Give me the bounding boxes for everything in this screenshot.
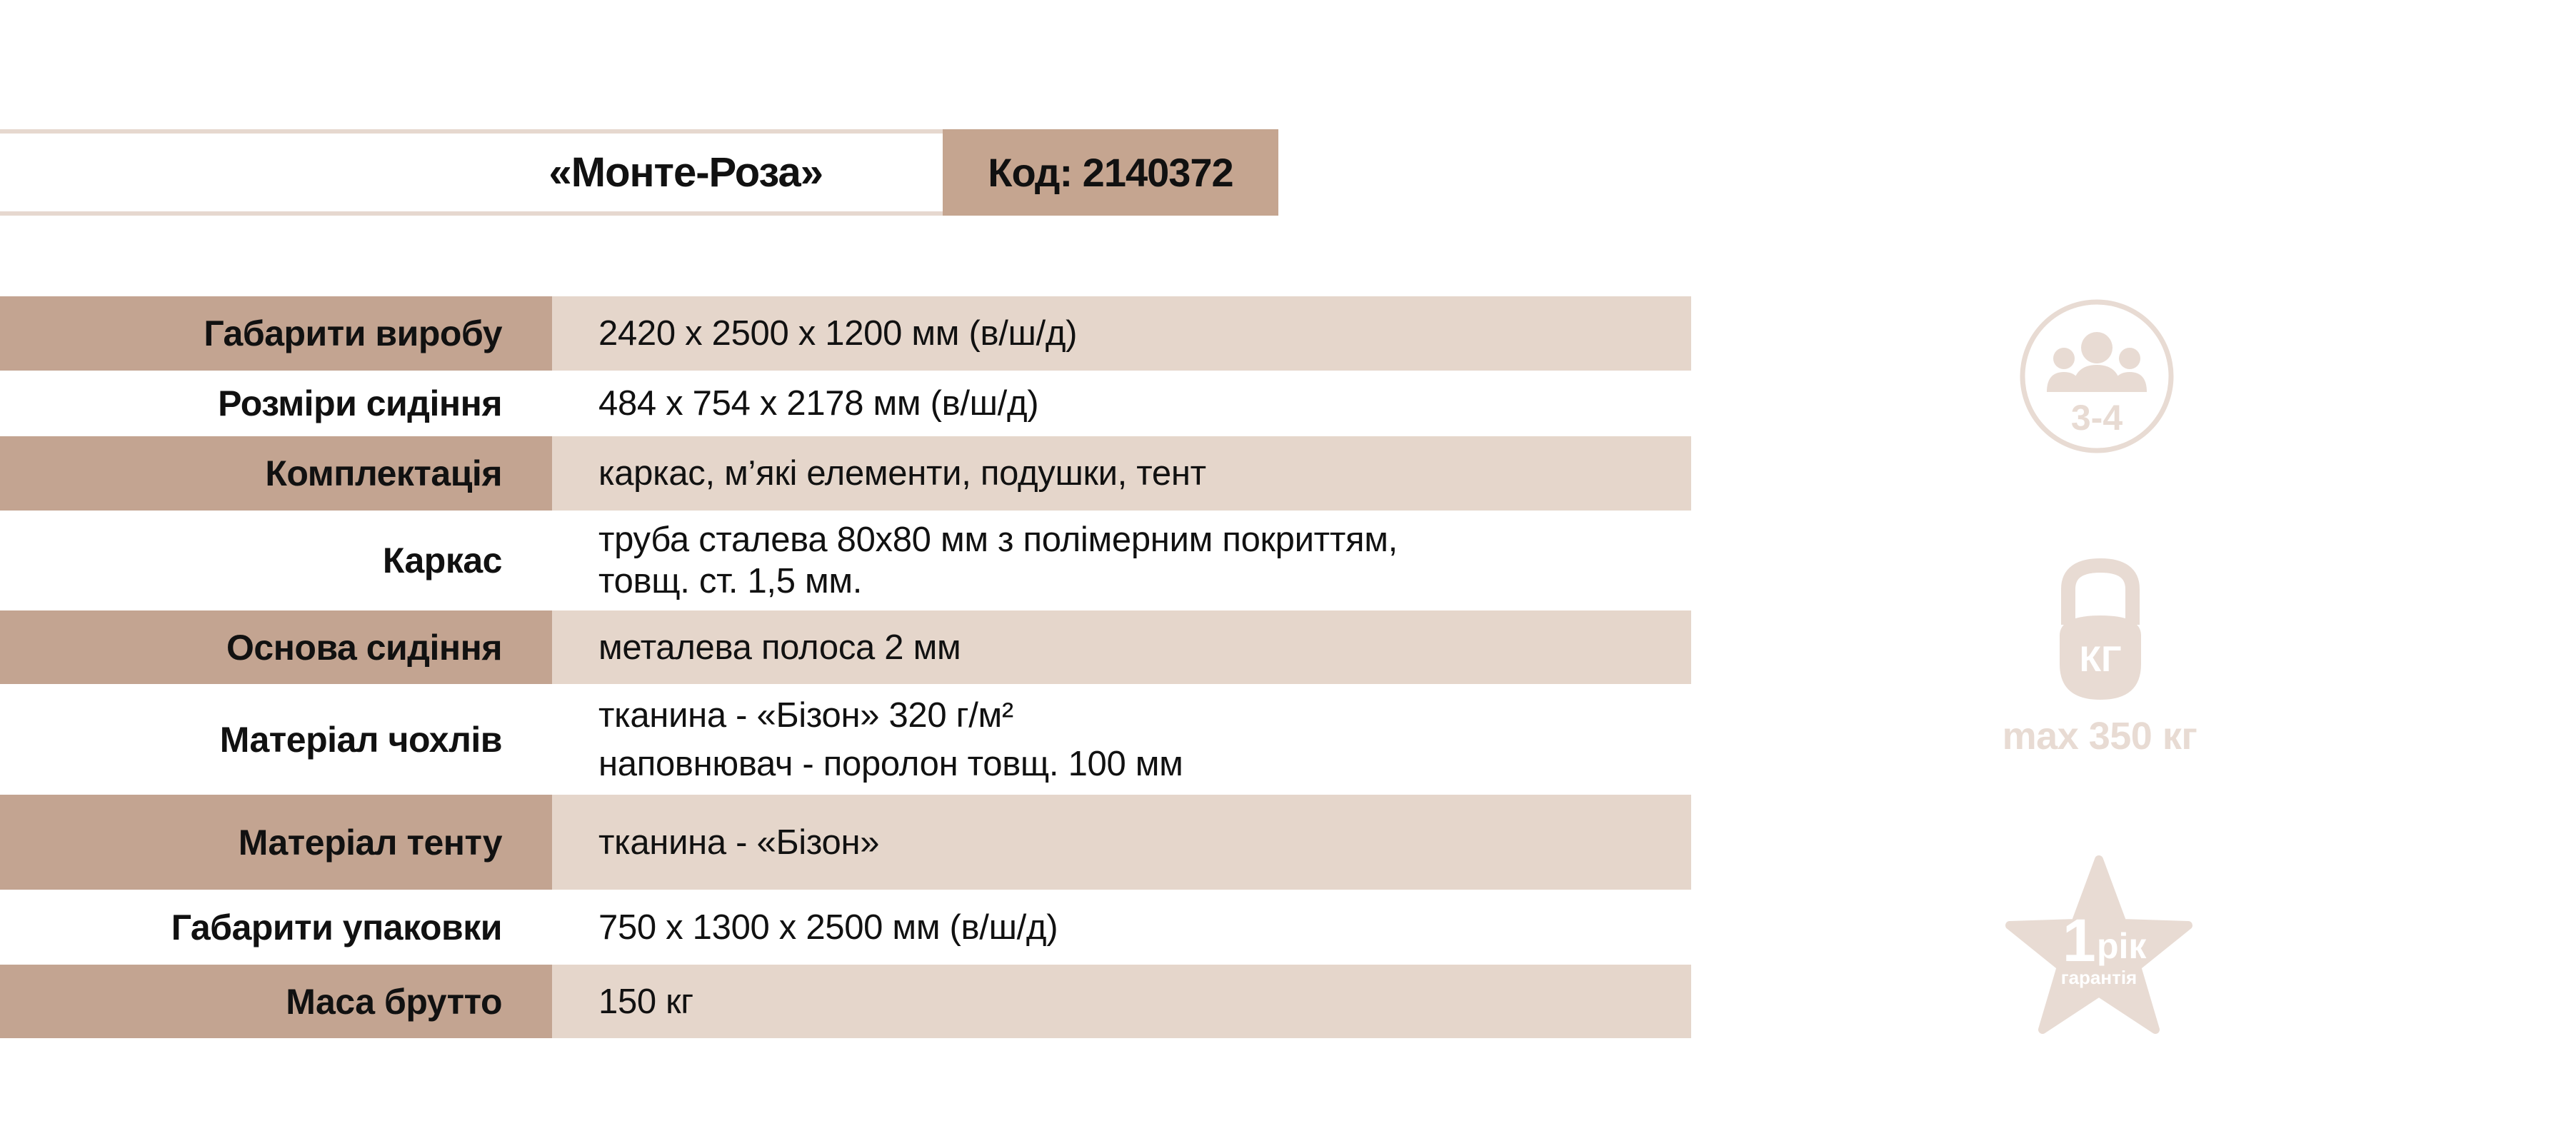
kettlebell-icon xyxy=(2040,557,2161,707)
spec-label: Габарити виробу xyxy=(0,296,552,371)
spec-table xyxy=(0,296,1691,1038)
spec-value-line: товщ. ст. 1,5 мм. xyxy=(598,562,863,600)
product-code: Код: 2140372 xyxy=(943,129,1278,216)
spec-value-line: 150 кг xyxy=(598,982,693,1021)
people-group-icon xyxy=(2018,298,2175,455)
spec-value xyxy=(552,610,1691,684)
spec-value-line: труба сталева 80х80 мм з полімерним покриттям, xyxy=(598,521,1398,559)
spec-value xyxy=(552,436,1691,511)
spec-label: Комплектація xyxy=(0,436,552,511)
warranty-unit: рік xyxy=(2097,926,2147,966)
spec-row xyxy=(0,795,1691,890)
spec-row xyxy=(0,436,1691,511)
people-capacity-text: 3-4 xyxy=(2070,398,2123,438)
spec-label: Матеріал тенту xyxy=(0,795,552,890)
spec-row xyxy=(0,965,1691,1038)
spec-row xyxy=(0,296,1691,371)
spec-value xyxy=(552,890,1691,965)
spec-label: Основа сидіння xyxy=(0,610,552,684)
warranty-sub: гарантія xyxy=(2060,967,2138,988)
spec-label: Каркас xyxy=(382,541,502,580)
spec-label: Розміри сидіння xyxy=(218,383,502,423)
spec-value xyxy=(552,511,1691,610)
spec-value xyxy=(552,684,1691,795)
spec-value-line: наповнювач - поролон товщ. 100 мм xyxy=(598,744,1183,783)
warranty-number: 1 xyxy=(2063,907,2096,974)
spec-label: Габарити упаковки xyxy=(171,907,502,947)
spec-value-line: 484 х 754 х 2178 мм (в/ш/д) xyxy=(598,384,1039,423)
spec-value-line: 750 х 1300 х 2500 мм (в/ш/д) xyxy=(598,908,1058,947)
spec-label: Матеріал чохлів xyxy=(219,719,502,760)
spec-row xyxy=(0,511,1691,610)
max-weight-badge xyxy=(2040,557,2161,707)
spec-value-line: тканина - «Бізон» 320 г/м² xyxy=(598,695,1013,735)
spec-row xyxy=(0,610,1691,684)
people-capacity-badge xyxy=(2018,298,2175,455)
spec-value xyxy=(552,795,1691,890)
spec-value xyxy=(552,371,1691,436)
spec-value-line: металева полоса 2 мм xyxy=(598,628,961,667)
kettlebell-icon-text: КГ xyxy=(2079,639,2122,679)
product-name: «Монте-Роза» xyxy=(548,149,823,196)
warranty-badge xyxy=(2005,855,2192,1034)
spec-value-line: каркас, м’які елементи, подушки, тент xyxy=(598,454,1206,493)
max-weight-caption: max 350 кг xyxy=(2002,715,2197,758)
spec-row xyxy=(0,371,1691,436)
title-band xyxy=(0,129,1278,216)
spec-value-line: тканина - «Бізон» xyxy=(598,823,880,862)
spec-value-line: 2420 х 2500 х 1200 мм (в/ш/д) xyxy=(598,314,1078,353)
spec-row xyxy=(0,684,1691,795)
spec-value xyxy=(552,965,1691,1038)
spec-label: Маса брутто xyxy=(0,965,552,1038)
star-badge-icon xyxy=(2005,855,2192,1034)
spec-value xyxy=(552,296,1691,371)
spec-row xyxy=(0,890,1691,965)
